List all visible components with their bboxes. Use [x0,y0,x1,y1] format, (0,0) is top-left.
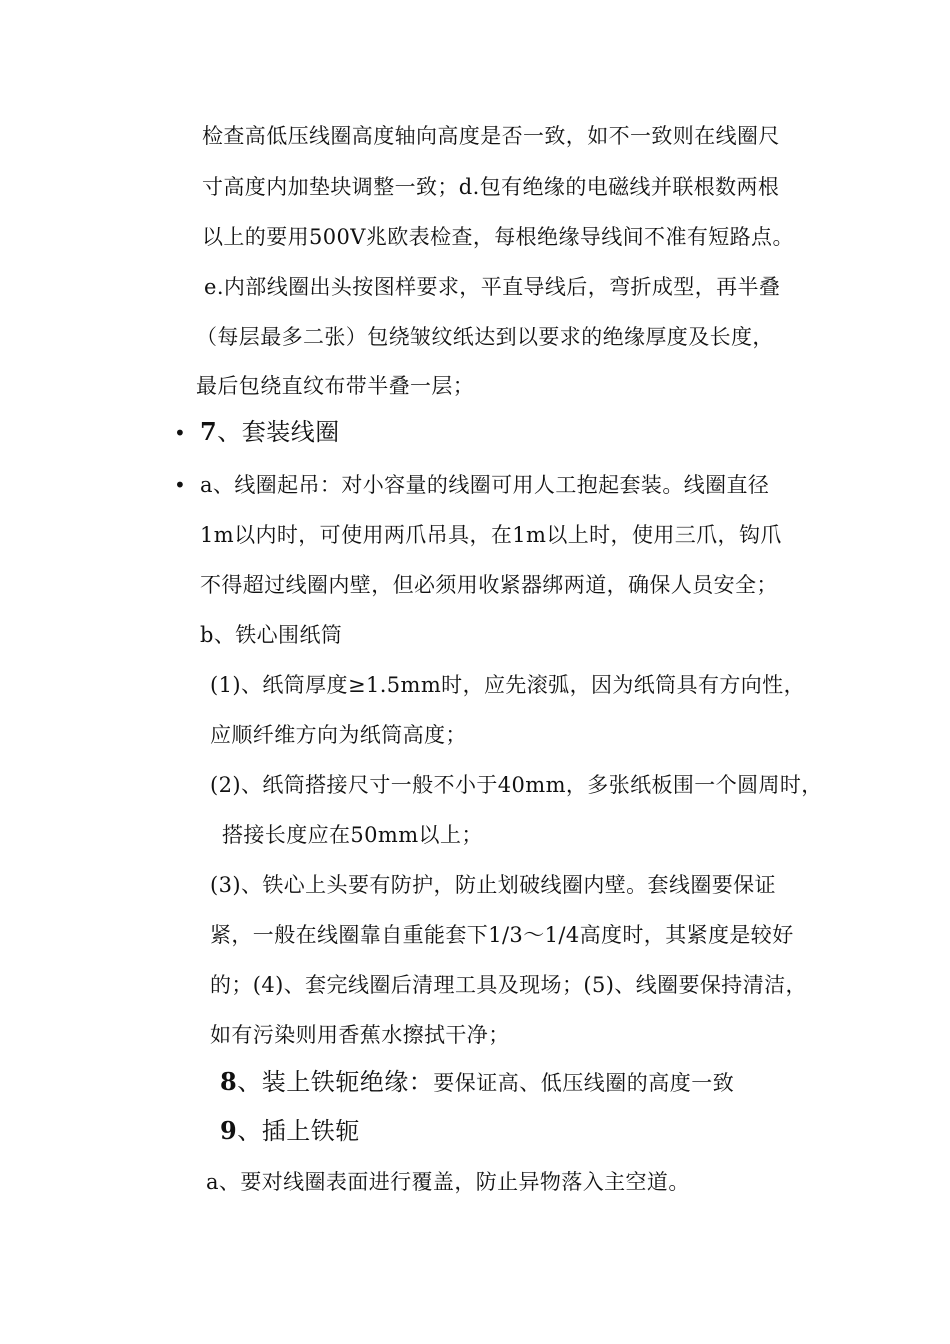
section-9-heading [220,1116,360,1146]
item-9a: a、要对线圈表面进行覆盖，防止异物落入主空道。 [206,1170,690,1194]
text-line: (1)、纸筒厚度≥1.5mm时，应先滚弧，因为纸筒具有方向性， [210,673,805,697]
bullet-icon: • [174,473,186,497]
text-line: 寸高度内加垫块调整一致；d.包有绝缘的电磁线并联根数两根 [202,175,780,199]
text-line: 如有污染则用香蕉水擦拭干净； [210,1023,510,1047]
text-line: a、线圈起吊：对小容量的线圈可用人工抱起套装。线圈直径 [200,473,770,497]
text-line: 搭接长度应在50mm以上； [222,823,483,847]
text-line: 不得超过线圈内壁，但必须用收紧器绑两道，确保人员安全； [200,573,778,597]
text-line: e.内部线圈出头按图样要求，平直导线后，弯折成型，再半叠 [204,275,781,299]
text-line: 的；(4)、套完线圈后清理工具及现场；(5)、线圈要保持清洁， [210,973,807,997]
section-title: 、套装线圈 [217,418,340,446]
bullet-icon: • [174,421,186,445]
text-line: 检查高低压线圈高度轴向高度是否一致，如不一致则在线圈尺 [202,124,780,148]
text-line: 以上的要用500V兆欧表检查，每根绝缘导线间不准有短路点。 [202,225,794,249]
section-number: 8 [220,1067,238,1096]
section-number: 9 [220,1116,238,1145]
text-line: 紧，一般在线圈靠自重能套下1/3～1/4高度时，其紧度是较好 [210,923,794,947]
text-line: (3)、铁心上头要有防护，防止划破线圈内壁。套线圈要保证 [210,873,776,897]
text-line: （每层最多二张）包绕皱纹纸达到以要求的绝缘厚度及长度， [196,325,774,349]
section-text: 要保证高、低压线圈的高度一致 [433,1071,735,1095]
section-8-heading [220,1067,734,1098]
text-line: 1m以内时，可使用两爪吊具，在1m以上时，使用三爪，钩爪 [200,523,782,547]
text-line: 应顺纤维方向为纸筒高度； [210,723,467,747]
text-line: 最后包绕直纹布带半叠一层； [196,374,475,398]
section-number: 7 [200,417,218,446]
text-line: (2)、纸筒搭接尺寸一般不小于40mm，多张纸板围一个圆周时， [210,773,823,797]
section-title: 、插上铁轭 [237,1117,360,1145]
item-b-title: b、铁心围纸筒 [200,623,343,647]
section-title: 、装上铁轭绝缘： [237,1068,434,1096]
